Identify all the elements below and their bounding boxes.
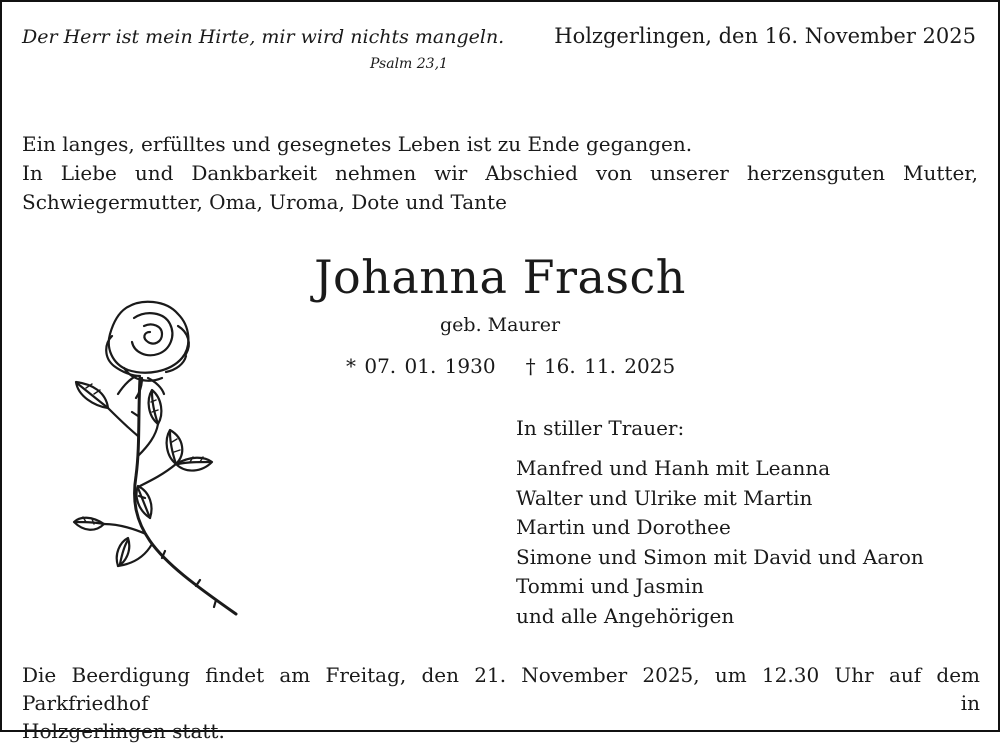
deceased-name: Johanna Frasch — [314, 250, 686, 304]
list-item: Tommi und Jasmin — [516, 574, 704, 598]
mourning-heading: In stiller Trauer: — [516, 416, 685, 440]
intro-line-3: Schwiegermutter, Oma, Uroma, Dote und Tante — [22, 190, 507, 214]
funeral-notice — [22, 661, 980, 745]
birth-name: geb. Maurer — [440, 314, 561, 336]
quote-source: Psalm 23,1 — [370, 56, 448, 72]
list-item: Manfred und Hanh mit Leanna — [516, 456, 831, 480]
list-item: und alle Angehörigen — [516, 603, 735, 628]
list-item: Walter und Ulrike mit Martin — [516, 485, 813, 510]
place-date: Holzgerlingen, den 16. November 2025 — [554, 24, 976, 48]
funeral-line-2: Holzgerlingen statt. — [22, 719, 225, 743]
intro-line-2: In Liebe und Dankbarkeit nehmen wir Abschied von unserer herzensguten Mutter, — [22, 161, 978, 185]
list-item: Martin und Dorothee — [516, 515, 731, 539]
bible-quote: Der Herr ist mein Hirte, mir wird nichts mangeln. — [22, 26, 505, 48]
intro-line-1: Ein langes, erfülltes und gesegnetes Leben ist zu Ende gegangen. — [22, 132, 693, 156]
birth-date: * 07. 01. 1930 — [346, 354, 496, 378]
life-dates — [346, 354, 675, 378]
rose-icon — [66, 296, 256, 626]
death-date: † 16. 11. 2025 — [525, 354, 676, 378]
intro-text — [22, 130, 978, 217]
funeral-line-1: Die Beerdigung findet am Freitag, den 21. November 2025, um 12.30 Uhr auf dem Parkfriedhof in — [22, 663, 980, 715]
list-item: Simone und Simon mit David und Aaron — [516, 544, 924, 569]
mourners-list — [516, 454, 924, 631]
